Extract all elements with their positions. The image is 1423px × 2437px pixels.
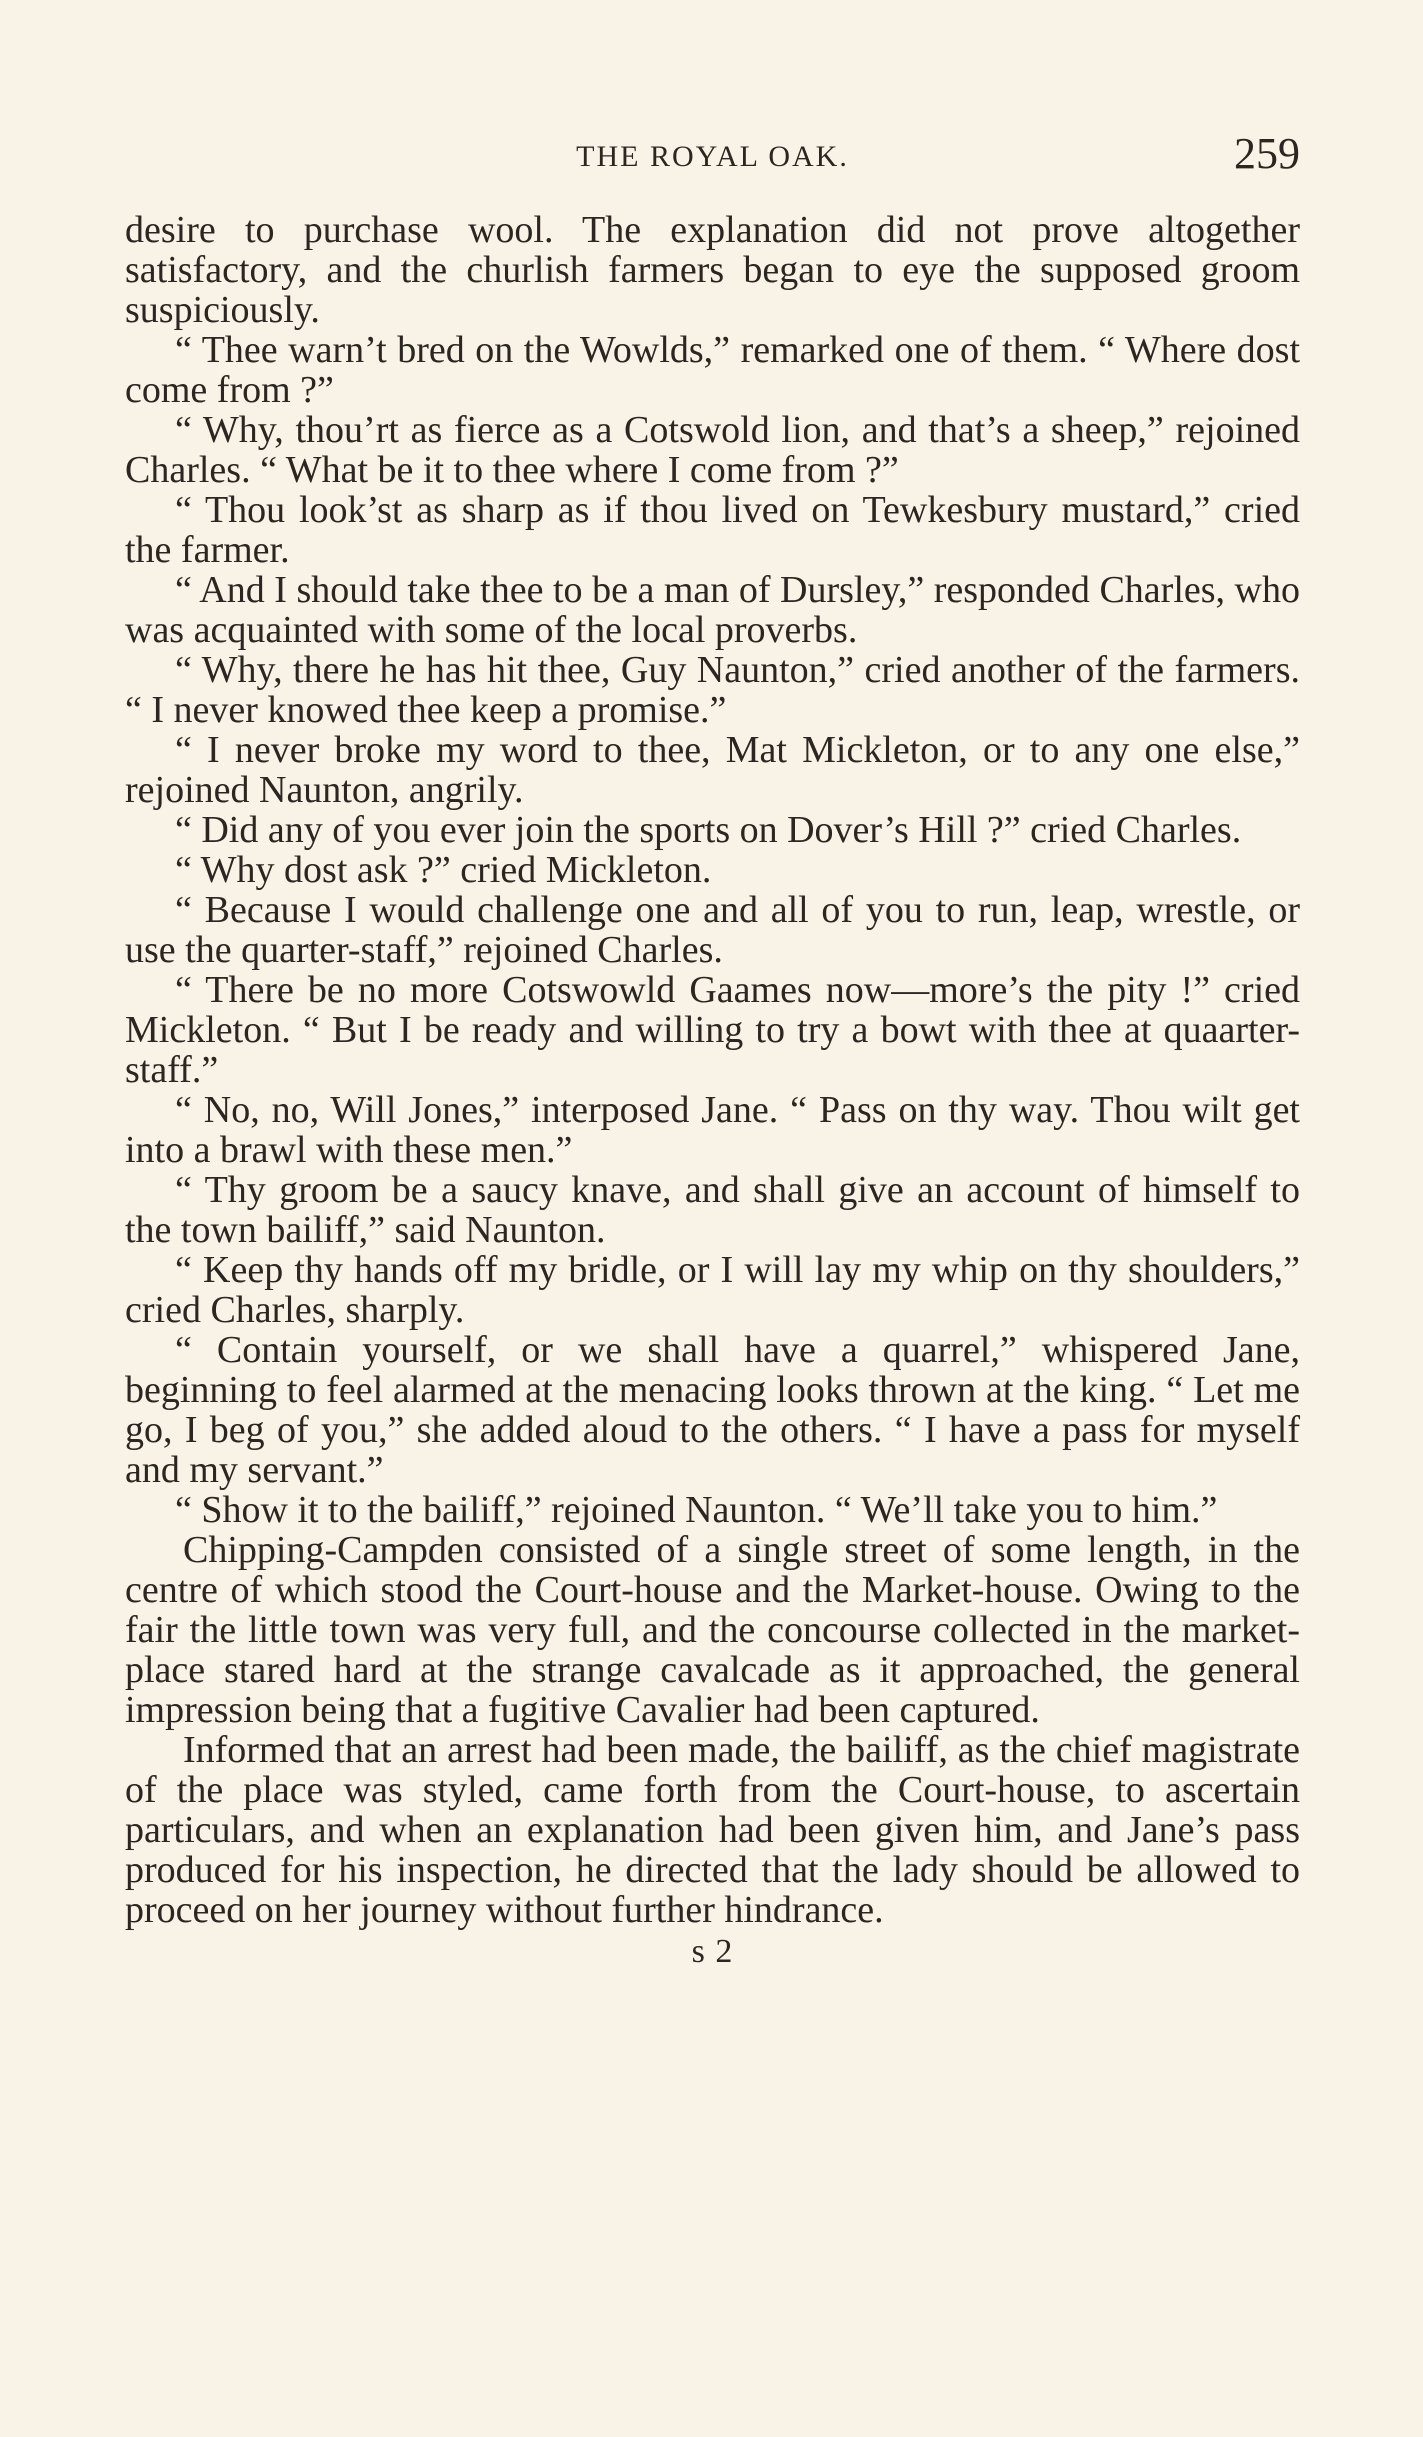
paragraph: “ There be no more Cotswowld Gaames now—more’s the pity !” cried Mickleton. “ But I be ready and willing to try a bowt with thee at quaarter-staff.” xyxy=(125,969,1300,1091)
paragraph: “ Why, thou’rt as fierce as a Cotswold lion, and that’s a sheep,” rejoined Charles. “ What be it to thee where I come from ?” xyxy=(125,409,1300,491)
body-text xyxy=(125,210,1300,1972)
paragraph: “ Contain yourself, or we shall have a quarrel,” whispered Jane, beginning to feel alarmed at the menacing looks thrown at the king. “ Let me go, I beg of you,” she added aloud to the others. “ I have a pass for myself and my servant.” xyxy=(125,1329,1300,1491)
page-header xyxy=(125,128,1300,178)
paragraph: “ I never broke my word to thee, Mat Mickleton, or to any one else,” rejoined Naunton, angrily. xyxy=(125,729,1300,811)
signature-mark: s 2 xyxy=(691,1933,734,1970)
paragraph: “ Why dost ask ?” cried Mickleton. xyxy=(175,849,712,891)
paragraph: desire to purchase wool. The explanation did not prove altogether satisfactory, and the churlish farmers began to eye the supposed groom suspiciously. xyxy=(125,209,1300,331)
paragraph: “ Did any of you ever join the sports on Dover’s Hill ?” cried Charles. xyxy=(175,809,1242,851)
running-title: THE ROYAL OAK. xyxy=(576,140,849,173)
page-number: 259 xyxy=(1234,129,1300,178)
paragraph: “ Because I would challenge one and all of you to run, leap, wrestle, or use the quarter-staff,” rejoined Charles. xyxy=(125,889,1300,971)
paragraph: “ And I should take thee to be a man of Dursley,” responded Charles, who was acquainted with some of the local proverbs. xyxy=(125,569,1300,651)
paragraph: “ Thou look’st as sharp as if thou lived on Tewkesbury mustard,” cried the farmer. xyxy=(125,489,1300,571)
paragraph: “ Thee warn’t bred on the Wowlds,” remarked one of them. “ Where dost come from ?” xyxy=(125,329,1300,411)
paragraph: “ Keep thy hands off my bridle, or I will lay my whip on thy shoulders,” cried Charles, sharply. xyxy=(125,1249,1300,1331)
paragraph: Chipping-Campden consisted of a single street of some length, in the centre of which stood the Court-house and the Market-house. Owing to the fair the little town was very full, and the concourse collected in the market-place stared hard at the strange cavalcade as it approached, the general impression being that a fugitive Cavalier had been captured. xyxy=(125,1529,1300,1731)
paragraph: Informed that an arrest had been made, the bailiff, as the chief magistrate of the place was styled, came forth from the Court-house, to ascertain particulars, and when an explanation had been given him, and Jane’s pass produced for his inspection, he directed that the lady should be allowed to proceed on her journey without further hindrance. xyxy=(125,1729,1300,1931)
paragraph: “ Show it to the bailiff,” rejoined Naunton. “ We’ll take you to him.” xyxy=(175,1489,1218,1531)
paragraph: “ No, no, Will Jones,” interposed Jane. “ Pass on thy way. Thou wilt get into a brawl with these men.” xyxy=(125,1089,1300,1171)
paragraph: “ Thy groom be a saucy knave, and shall give an account of himself to the town bailiff,” said Naunton. xyxy=(125,1169,1300,1251)
paragraph: “ Why, there he has hit thee, Guy Naunton,” cried another of the farmers. “ I never knowed thee keep a promise.” xyxy=(125,649,1300,731)
